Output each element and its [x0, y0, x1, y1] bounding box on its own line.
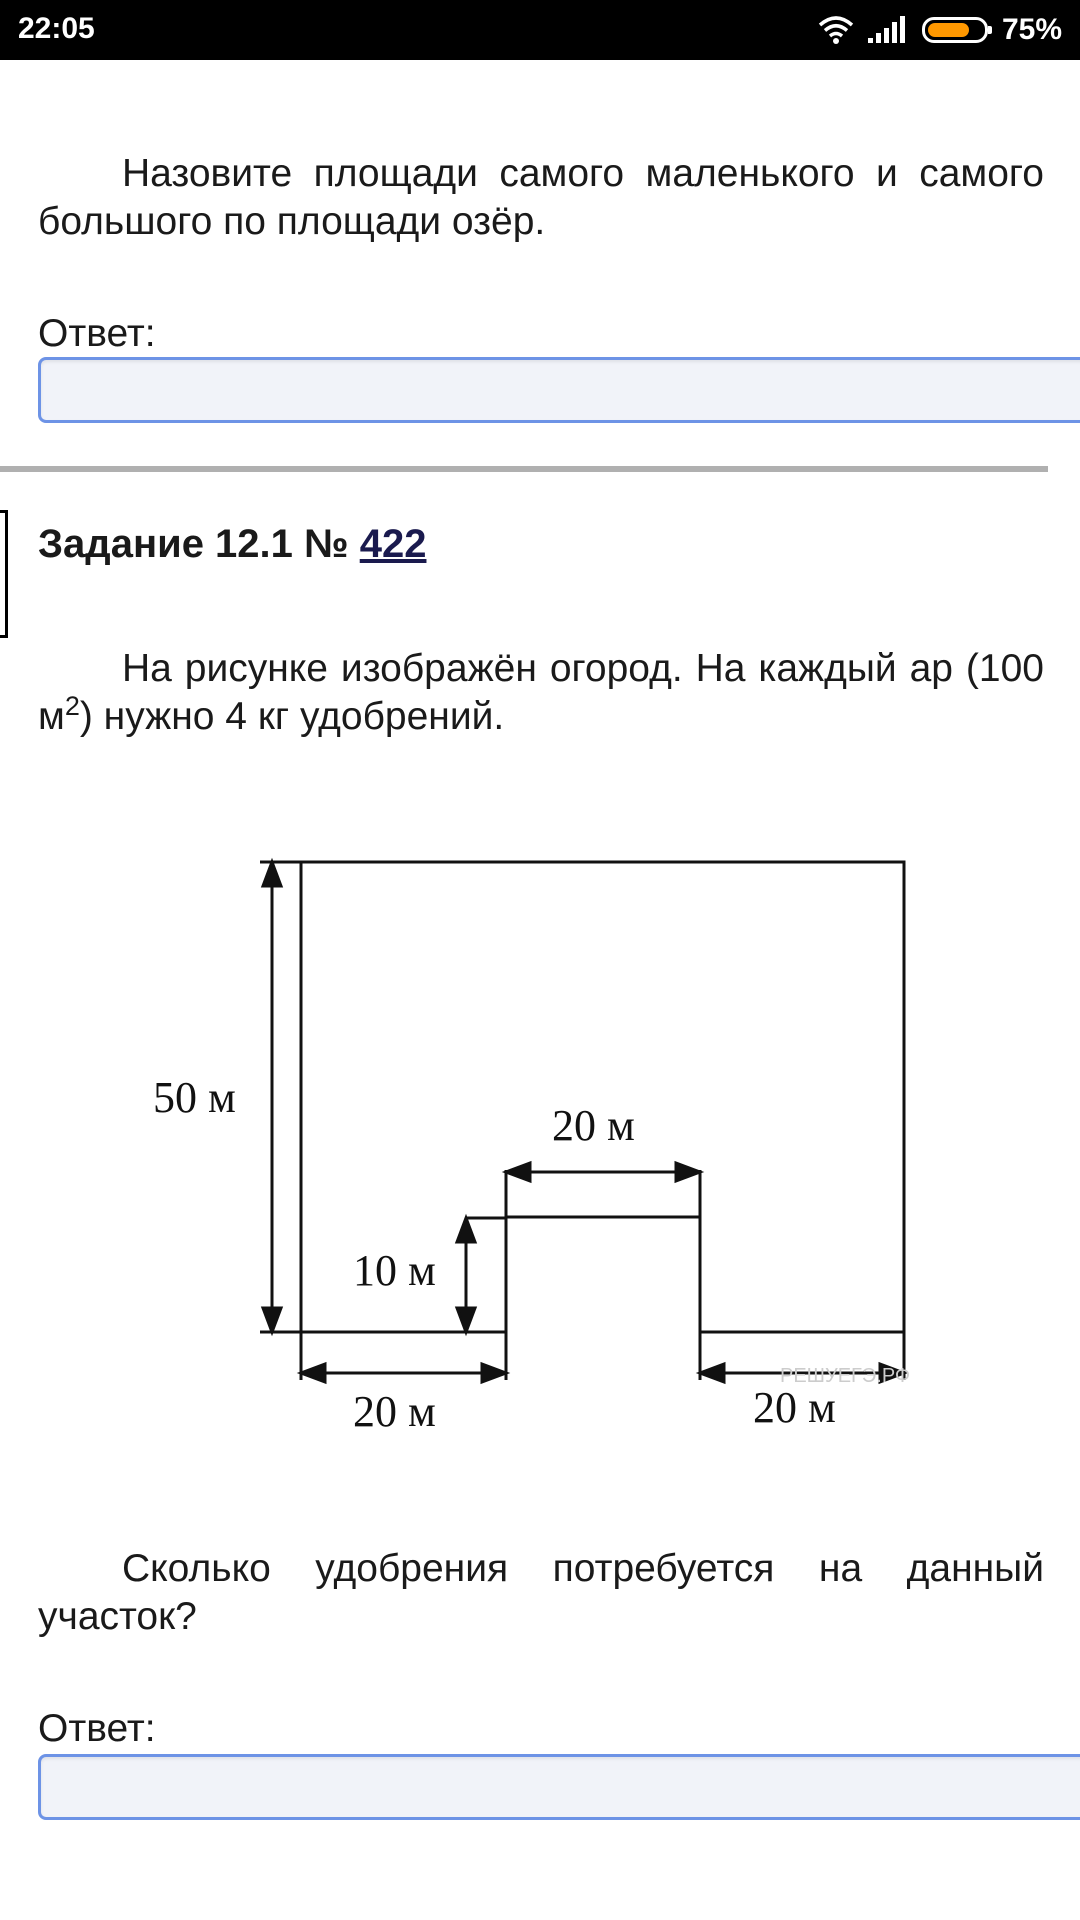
prev-question-text: Назовите площади самого маленького и самого большого по площади озёр. — [38, 152, 1044, 243]
figure-watermark: РЕШУЕГЭ.РФ — [780, 1365, 911, 1387]
task-number-link[interactable]: 422 — [359, 522, 427, 566]
label-bottom-left: 20 м — [353, 1387, 436, 1436]
label-height: 50 м — [153, 1073, 236, 1122]
status-icons — [818, 9, 1062, 51]
label-step: 10 м — [353, 1246, 436, 1295]
label-bottom-right: 20 м — [753, 1383, 836, 1432]
status-bar — [0, 0, 1080, 60]
prev-answer-input[interactable] — [38, 357, 1080, 423]
battery-tip — [988, 26, 992, 34]
status-time: 22:05 — [18, 12, 95, 45]
task-title — [38, 520, 426, 568]
task-answer-input[interactable] — [38, 1754, 1080, 1820]
garden-figure — [150, 790, 950, 1450]
label-top-width: 20 м — [552, 1101, 635, 1150]
task-text-part1: На рисунке изображён огород. На каждый ар (100 м — [38, 647, 1044, 738]
task-title-prefix: Задание 12.1 № — [38, 522, 360, 566]
battery-percent: 75% — [1001, 13, 1062, 46]
task-marker — [0, 510, 8, 638]
prev-answer-label: Ответ: — [38, 312, 156, 355]
battery-icon — [922, 17, 988, 43]
task-question: Сколько удобрения потребуется на данный участок? — [38, 1547, 1044, 1638]
battery-level — [928, 23, 969, 37]
task-text-part2: ) нужно 4 кг удобрений. — [79, 695, 505, 738]
signal-icon — [868, 15, 908, 45]
task-answer-label: Ответ: — [38, 1707, 156, 1750]
wifi-icon — [818, 15, 854, 45]
task-text-sup: 2 — [64, 691, 80, 721]
task-text — [38, 645, 1044, 741]
section-divider — [0, 466, 1048, 472]
